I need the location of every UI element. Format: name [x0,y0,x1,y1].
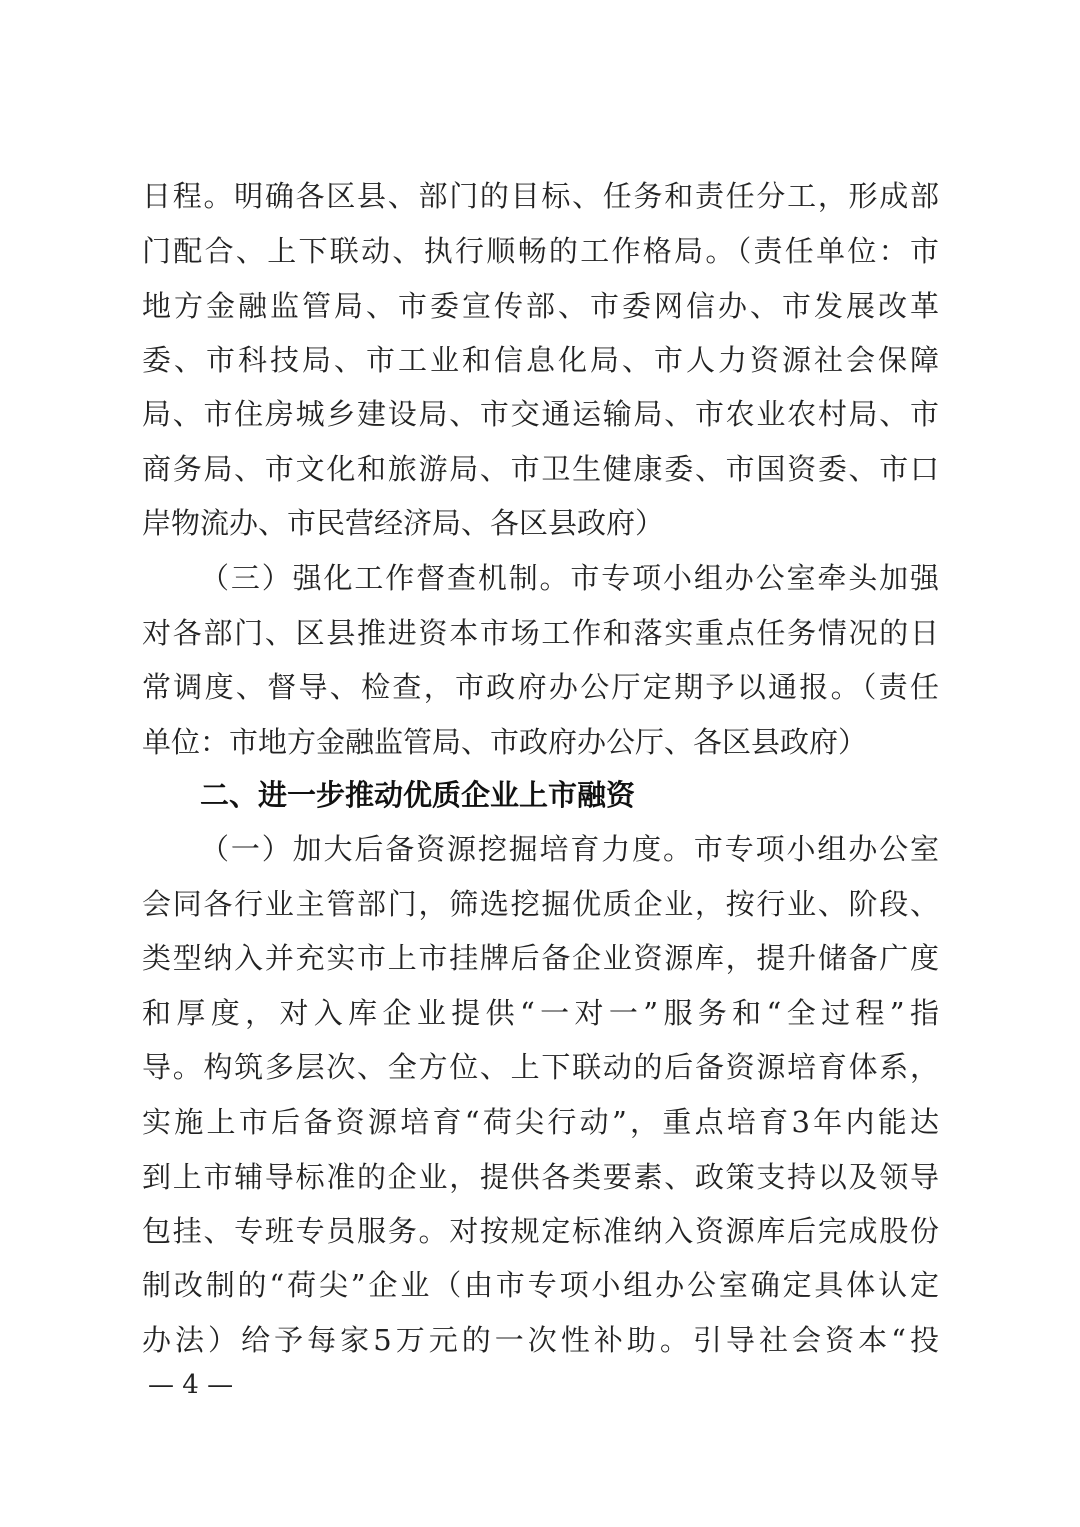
text-line: 岸物流办、市民营经济局、各区县政府） [142,506,665,540]
text-line: 包挂、专班专员服务。对按规定标准纳入资源库后完成股份 [142,1214,939,1248]
text-line: 商务局、市文化和旅游局、市卫生健康委、市国资委、市口 [142,452,939,486]
text-line: （三）强化工作督查机制。市专项小组办公室牵头加强 [200,561,939,595]
text-line: 实施上市后备资源培育“荷尖行动”，重点培育3年内能达 [142,1105,939,1139]
text-line: 会同各行业主管部门，筛选挖掘优质企业，按行业、阶段、 [142,887,939,921]
text-line: （一）加大后备资源挖掘培育力度。市专项小组办公室 [200,832,939,866]
text-line: 类型纳入并充实市上市挂牌后备企业资源库，提升储备广度 [142,941,939,975]
text-line: 日程。明确各区县、部门的目标、任务和责任分工，形成部 [142,179,939,213]
text-line: 办法）给予每家5万元的一次性补助。引导社会资本“投 [142,1323,939,1357]
text-line: 导。构筑多层次、全方位、上下联动的后备资源培育体系， [142,1050,939,1084]
text-line: 门配合、上下联动、执行顺畅的工作格局。（责任单位：市 [142,234,939,268]
page-number: — 4 — [148,1370,234,1400]
text-line: 局、市住房城乡建设局、市交通运输局、市农业农村局、市 [142,397,939,431]
text-line: 常调度、督导、检查，市政府办公厅定期予以通报。（责任 [142,670,939,704]
text-line: 到上市辅导标准的企业，提供各类要素、政策支持以及领导 [142,1160,939,1194]
text-line: 对各部门、区县推进资本市场工作和落实重点任务情况的日 [142,616,939,650]
section-heading: 二、进一步推动优质企业上市融资 [200,778,636,812]
text-line: 委、市科技局、市工业和信息化局、市人力资源社会保障 [142,343,939,377]
text-line: 地方金融监管局、市委宣传部、市委网信办、市发展改革 [142,289,939,323]
text-line: 制改制的“荷尖”企业（由市专项小组办公室确定具体认定 [142,1268,939,1302]
text-line: 和厚度，对入库企业提供“一对一”服务和“全过程”指 [142,996,939,1030]
text-line: 单位：市地方金融监管局、市政府办公厅、各区县政府） [142,725,868,759]
